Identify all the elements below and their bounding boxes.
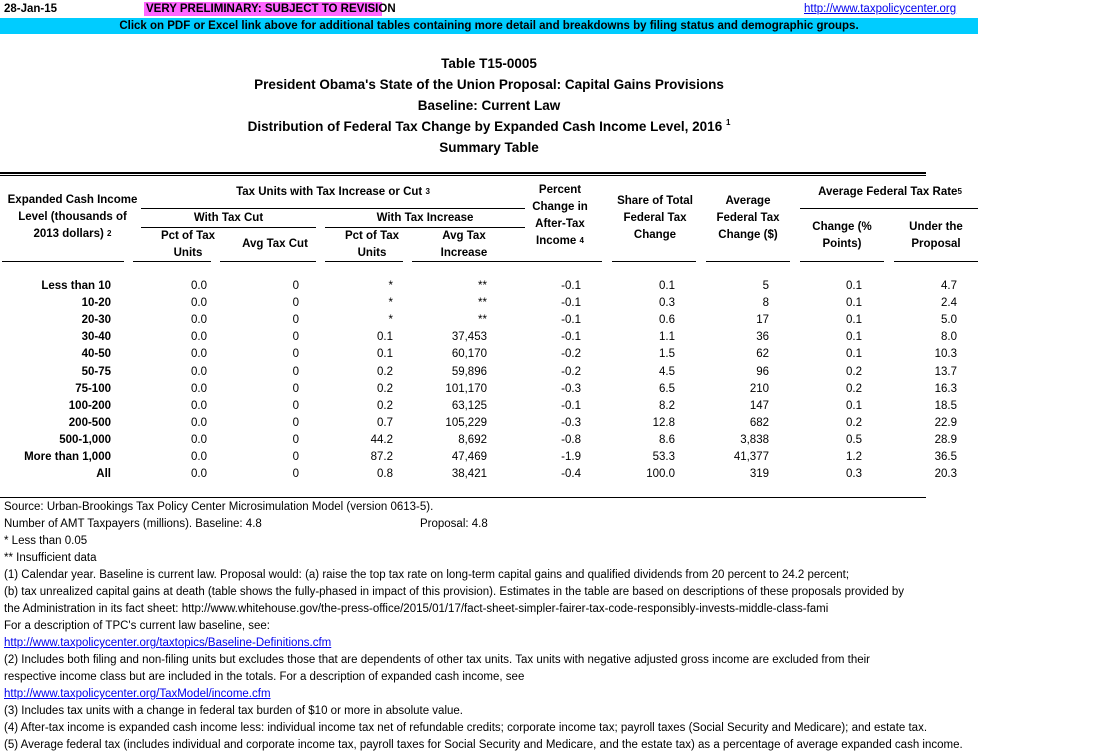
cell-inc-pct-units: 0.1 — [377, 331, 393, 344]
top-rule — [0, 172, 926, 174]
header-text: Tax Units with Tax Increase or Cut — [236, 186, 423, 198]
cell-income-level: 200-500 — [68, 416, 111, 429]
cell-rate-change-pts: 0.1 — [846, 280, 862, 292]
cell-inc-pct-units: 0.2 — [377, 382, 393, 395]
source-note: Source: Urban-Brookings Tax Policy Center Microsimulation Model (version 0613-5). — [4, 501, 434, 513]
cell-cut-pct-units: 0.0 — [191, 331, 207, 344]
cell-cut-pct-units: 0.0 — [191, 280, 207, 292]
col-group-with-tax-cut: With Tax Cut — [193, 212, 264, 224]
header-underline — [325, 261, 403, 262]
cell-avg-tax-cut: 0 — [292, 468, 299, 481]
col-avg-tax-cut: Avg Tax Cut — [242, 238, 308, 250]
footnote-1c: the Administration in its fact sheet: http://www.whitehouse.gov/the-press-office/2015/01/17/fact-sheet-simpler-fairer-tax-code-responsibly-invests-middle-class-fami — [4, 603, 829, 615]
header-text: Change ($) — [718, 229, 778, 241]
top-rule-inner — [0, 175, 926, 176]
header-text: Federal Tax — [623, 212, 687, 224]
cell-inc-pct-units: 0.1 — [377, 348, 393, 361]
footnote-4: (4) After-tax income is expanded cash income less: individual income tax net of refundable credits; corporate income tax; payroll taxes (Social Security and Medicare); and estate tax. — [4, 722, 928, 734]
col-share-total-change — [605, 193, 705, 244]
cell-share-total-change: 8.2 — [659, 399, 675, 412]
bottom-rule — [0, 497, 926, 498]
col-income-level — [0, 192, 145, 243]
cell-avg-tax-increase: 59,896 — [451, 365, 487, 378]
cell-share-total-change: 6.5 — [659, 382, 675, 395]
cell-cut-pct-units: 0.0 — [191, 382, 207, 395]
header-text: Average — [725, 195, 771, 207]
header-text: Level (thousands of — [18, 211, 127, 223]
group-underline — [141, 208, 525, 209]
header-underline — [220, 261, 316, 262]
cell-pct-change-after-tax: -0.2 — [561, 348, 581, 361]
cell-avg-tax-increase: ** — [478, 314, 487, 327]
cell-avg-federal-change: 96 — [756, 365, 769, 378]
footnote-1a: (1) Calendar year. Baseline is current law. Proposal would: (a) raise the top tax rate on long-term capital gains and qualified dividends from 20 percent to 24.2 percent; — [4, 569, 850, 581]
header-underline — [518, 261, 602, 262]
header-text: Avg Tax — [442, 230, 486, 242]
cell-share-total-change: 0.3 — [659, 297, 675, 310]
col-avg-tax-increase — [409, 228, 519, 262]
header-text: Income — [536, 235, 577, 247]
proposal-title: President Obama's State of the Union Proposal: Capital Gains Provisions — [254, 77, 724, 92]
cell-inc-pct-units: 0.8 — [377, 468, 393, 481]
group-underline — [800, 208, 978, 209]
cell-share-total-change: 1.1 — [659, 331, 675, 344]
header-text: Pct of Tax — [160, 230, 216, 242]
cell-pct-change-after-tax: -0.1 — [561, 297, 581, 310]
cell-share-total-change: 12.8 — [652, 416, 675, 429]
cell-share-total-change: 8.6 — [659, 433, 675, 446]
baseline-definitions-link[interactable]: http://www.taxpolicycenter.org/taxtopics/Baseline-Definitions.cfm — [4, 637, 332, 649]
header-underline — [133, 261, 211, 262]
cell-avg-tax-increase: 105,229 — [445, 416, 487, 429]
cell-cut-pct-units: 0.0 — [191, 297, 207, 310]
header-underline — [800, 261, 884, 262]
cell-pct-change-after-tax: -0.1 — [561, 280, 581, 292]
amt-note: Number of AMT Taxpayers (millions). Baseline: 4.8 — [4, 518, 262, 530]
header-text: Units — [173, 247, 203, 259]
header-text: Federal Tax — [716, 212, 780, 224]
cell-pct-change-after-tax: -0.2 — [561, 365, 581, 378]
header-text: Increase — [440, 247, 488, 259]
cell-rate-under-proposal: 2.4 — [941, 297, 957, 310]
cell-income-level: All — [96, 468, 111, 481]
cell-avg-federal-change: 36 — [756, 331, 769, 344]
cell-avg-tax-cut: 0 — [292, 314, 299, 327]
cell-avg-tax-cut: 0 — [292, 451, 299, 463]
header-text: Expanded Cash Income — [7, 194, 138, 206]
header-underline — [706, 261, 790, 262]
cell-share-total-change: 0.6 — [659, 314, 675, 327]
footnote-marker: 4 — [579, 236, 584, 245]
header-underline — [412, 261, 525, 262]
cell-income-level: 40-50 — [81, 348, 111, 361]
table-id: Table T15-0005 — [441, 56, 537, 71]
cell-income-level: 75-100 — [75, 382, 111, 395]
cell-rate-change-pts: 0.3 — [846, 468, 862, 481]
cell-rate-under-proposal: 13.7 — [934, 365, 957, 378]
cell-rate-under-proposal: 8.0 — [941, 331, 957, 344]
cell-cut-pct-units: 0.0 — [191, 399, 207, 412]
cell-rate-change-pts: 0.1 — [846, 331, 862, 344]
cell-avg-federal-change: 5 — [762, 280, 769, 292]
cell-cut-pct-units: 0.0 — [191, 348, 207, 361]
cell-cut-pct-units: 0.0 — [191, 314, 207, 327]
cell-inc-pct-units: 0.2 — [377, 365, 393, 378]
cell-inc-pct-units: * — [388, 314, 393, 327]
cell-avg-federal-change: 682 — [749, 416, 769, 429]
cell-rate-change-pts: 0.2 — [846, 365, 862, 378]
footnote-3: (3) Includes tax units with a change in federal tax burden of $10 or more in absolute value. — [4, 705, 463, 717]
cell-inc-pct-units: * — [388, 297, 393, 310]
cell-inc-pct-units: 44.2 — [370, 433, 393, 446]
footnote-marker: 1 — [725, 118, 731, 127]
cell-pct-change-after-tax: -0.4 — [561, 468, 581, 481]
cell-avg-tax-increase: 60,170 — [451, 348, 487, 361]
cell-rate-under-proposal: 20.3 — [934, 468, 957, 481]
cell-avg-federal-change: 17 — [756, 314, 769, 327]
report-date: 28-Jan-15 — [4, 3, 58, 15]
header-text: Percent — [538, 184, 582, 196]
cell-avg-tax-increase: 63,125 — [451, 399, 487, 412]
cell-inc-pct-units: 0.2 — [377, 399, 393, 412]
cell-pct-change-after-tax: -0.3 — [561, 382, 581, 395]
cell-avg-federal-change: 62 — [756, 348, 769, 361]
income-definition-link[interactable]: http://www.taxpolicycenter.org/TaxModel/income.cfm — [4, 688, 271, 700]
star-note: * Less than 0.05 — [4, 535, 88, 547]
cell-income-level: 500-1,000 — [59, 433, 111, 446]
cell-income-level: Less than 10 — [41, 280, 111, 292]
cell-cut-pct-units: 0.0 — [191, 433, 207, 446]
cell-rate-under-proposal: 22.9 — [934, 416, 957, 429]
header-text: Points) — [822, 238, 862, 250]
col-group-avg-rate — [800, 184, 980, 201]
cell-income-level: 50-75 — [81, 365, 111, 378]
footnote-5: (5) Average federal tax (includes individual and corporate income tax, payroll taxes for Social Security and Medicare, and the estate tax) as a percentage of average expanded cash income. — [4, 739, 963, 751]
baseline-title: Baseline: Current Law — [417, 98, 561, 113]
header-text: 2013 dollars) — [33, 228, 104, 240]
cell-avg-tax-increase: 38,421 — [451, 468, 487, 481]
cell-pct-change-after-tax: -1.9 — [561, 451, 581, 463]
cell-rate-change-pts: 0.1 — [846, 399, 862, 412]
distribution-title-text: Distribution of Federal Tax Change by Expanded Cash Income Level, 2016 — [247, 119, 723, 134]
cell-avg-tax-cut: 0 — [292, 365, 299, 378]
cell-rate-change-pts: 0.1 — [846, 314, 862, 327]
header-text: Proposal — [911, 238, 961, 250]
footnote-marker: 3 — [425, 187, 430, 196]
cell-cut-pct-units: 0.0 — [191, 468, 207, 481]
header-text: Change (% — [812, 221, 872, 233]
cell-rate-change-pts: 0.1 — [846, 348, 862, 361]
cell-income-level: 10-20 — [81, 297, 111, 310]
cell-avg-federal-change: 3,838 — [740, 433, 769, 446]
cell-rate-change-pts: 0.2 — [846, 382, 862, 395]
header-text: Change in — [532, 201, 588, 213]
cell-avg-federal-change: 8 — [762, 297, 769, 310]
header-text: Share of Total — [617, 195, 693, 207]
summary-title: Summary Table — [439, 140, 539, 155]
cell-cut-pct-units: 0.0 — [191, 365, 207, 378]
cell-rate-under-proposal: 5.0 — [941, 314, 957, 327]
header-text: Average Federal Tax Rate — [818, 186, 958, 198]
cell-avg-tax-cut: 0 — [292, 416, 299, 429]
cell-avg-federal-change: 319 — [749, 468, 769, 481]
cell-pct-change-after-tax: -0.8 — [561, 433, 581, 446]
header-text: Units — [357, 247, 387, 259]
cell-avg-federal-change: 210 — [749, 382, 769, 395]
cell-rate-change-pts: 1.2 — [846, 451, 862, 463]
cell-rate-under-proposal: 18.5 — [934, 399, 957, 412]
header-text: Change — [633, 229, 677, 241]
footnote-marker: 5 — [957, 187, 962, 196]
cell-avg-tax-cut: 0 — [292, 382, 299, 395]
cell-rate-under-proposal: 36.5 — [934, 451, 957, 463]
cell-rate-under-proposal: 10.3 — [934, 348, 957, 361]
cell-avg-tax-increase: 101,170 — [445, 382, 487, 395]
cell-avg-tax-cut: 0 — [292, 331, 299, 344]
cell-pct-change-after-tax: -0.1 — [561, 399, 581, 412]
info-banner: Click on PDF or Excel link above for additional tables containing more detail and breakdowns by filing status and demographic groups. — [0, 18, 978, 34]
footnote-2b: respective income class but are included in the totals. For a description of expanded cash income, see — [4, 671, 525, 683]
cell-share-total-change: 100.0 — [646, 468, 675, 481]
cell-inc-pct-units: * — [388, 280, 393, 292]
cell-rate-under-proposal: 28.9 — [934, 433, 957, 446]
cell-rate-change-pts: 0.2 — [846, 416, 862, 429]
cell-cut-pct-units: 0.0 — [191, 451, 207, 463]
col-rate-change-pts — [792, 219, 892, 253]
header-underline — [612, 261, 696, 262]
footnote-1d: For a description of TPC's current law baseline, see: — [4, 620, 270, 632]
cell-avg-tax-increase: 47,469 — [451, 451, 487, 463]
footnote-1b: (b) tax unrealized capital gains at death (table shows the fully-phased in impact of this provision). Estimates in the table are based on descriptions of these proposals provided by — [4, 586, 905, 598]
cell-avg-federal-change: 41,377 — [733, 451, 769, 463]
footnote-2a: (2) Includes both filing and non-filing units but excludes those that are dependents of other tax units. Tax units with negative adjusted gross income are excluded from their — [4, 654, 870, 666]
cell-inc-pct-units: 0.7 — [377, 416, 393, 429]
header-text: Under the — [909, 221, 963, 233]
cell-avg-tax-increase: ** — [478, 280, 487, 292]
cell-share-total-change: 0.1 — [659, 280, 675, 292]
cell-rate-change-pts: 0.5 — [846, 433, 862, 446]
cell-income-level: 20-30 — [81, 314, 111, 327]
preliminary-banner: VERY PRELIMINARY: SUBJECT TO REVISION — [146, 3, 396, 15]
cell-avg-tax-cut: 0 — [292, 433, 299, 446]
col-group-tax-units — [143, 184, 523, 201]
cell-income-level: 30-40 — [81, 331, 111, 344]
cell-share-total-change: 1.5 — [659, 348, 675, 361]
header-underline — [894, 261, 978, 262]
cell-pct-change-after-tax: -0.3 — [561, 416, 581, 429]
amt-proposal-note: Proposal: 4.8 — [420, 518, 488, 530]
cell-avg-tax-increase: 37,453 — [451, 331, 487, 344]
cell-avg-tax-cut: 0 — [292, 348, 299, 361]
cell-avg-tax-increase: 8,692 — [458, 433, 487, 446]
cell-avg-federal-change: 147 — [749, 399, 769, 412]
cell-inc-pct-units: 87.2 — [370, 451, 393, 463]
cell-pct-change-after-tax: -0.1 — [561, 331, 581, 344]
cell-cut-pct-units: 0.0 — [191, 416, 207, 429]
col-pct-change-after-tax — [510, 182, 610, 250]
header-underline — [2, 261, 124, 262]
distribution-title — [0, 119, 978, 134]
cell-avg-tax-increase: ** — [478, 297, 487, 310]
tpc-home-link[interactable]: http://www.taxpolicycenter.org — [804, 3, 957, 15]
col-group-with-tax-increase: With Tax Increase — [376, 212, 474, 224]
cell-rate-under-proposal: 16.3 — [934, 382, 957, 395]
cell-rate-change-pts: 0.1 — [846, 297, 862, 310]
cell-rate-under-proposal: 4.7 — [941, 280, 957, 292]
header-text: After-Tax — [535, 218, 585, 230]
cell-share-total-change: 53.3 — [652, 451, 675, 463]
cell-share-total-change: 4.5 — [659, 365, 675, 378]
header-text: Pct of Tax — [344, 230, 400, 242]
col-avg-federal-change — [698, 193, 798, 244]
cell-income-level: 100-200 — [68, 399, 111, 412]
cell-pct-change-after-tax: -0.1 — [561, 314, 581, 327]
double-star-note: ** Insufficient data — [4, 552, 97, 564]
footnote-marker: 2 — [107, 229, 112, 238]
cell-avg-tax-cut: 0 — [292, 280, 299, 292]
cell-avg-tax-cut: 0 — [292, 399, 299, 412]
cell-income-level: More than 1,000 — [24, 451, 111, 463]
cell-avg-tax-cut: 0 — [292, 297, 299, 310]
col-rate-under-proposal — [886, 219, 986, 253]
